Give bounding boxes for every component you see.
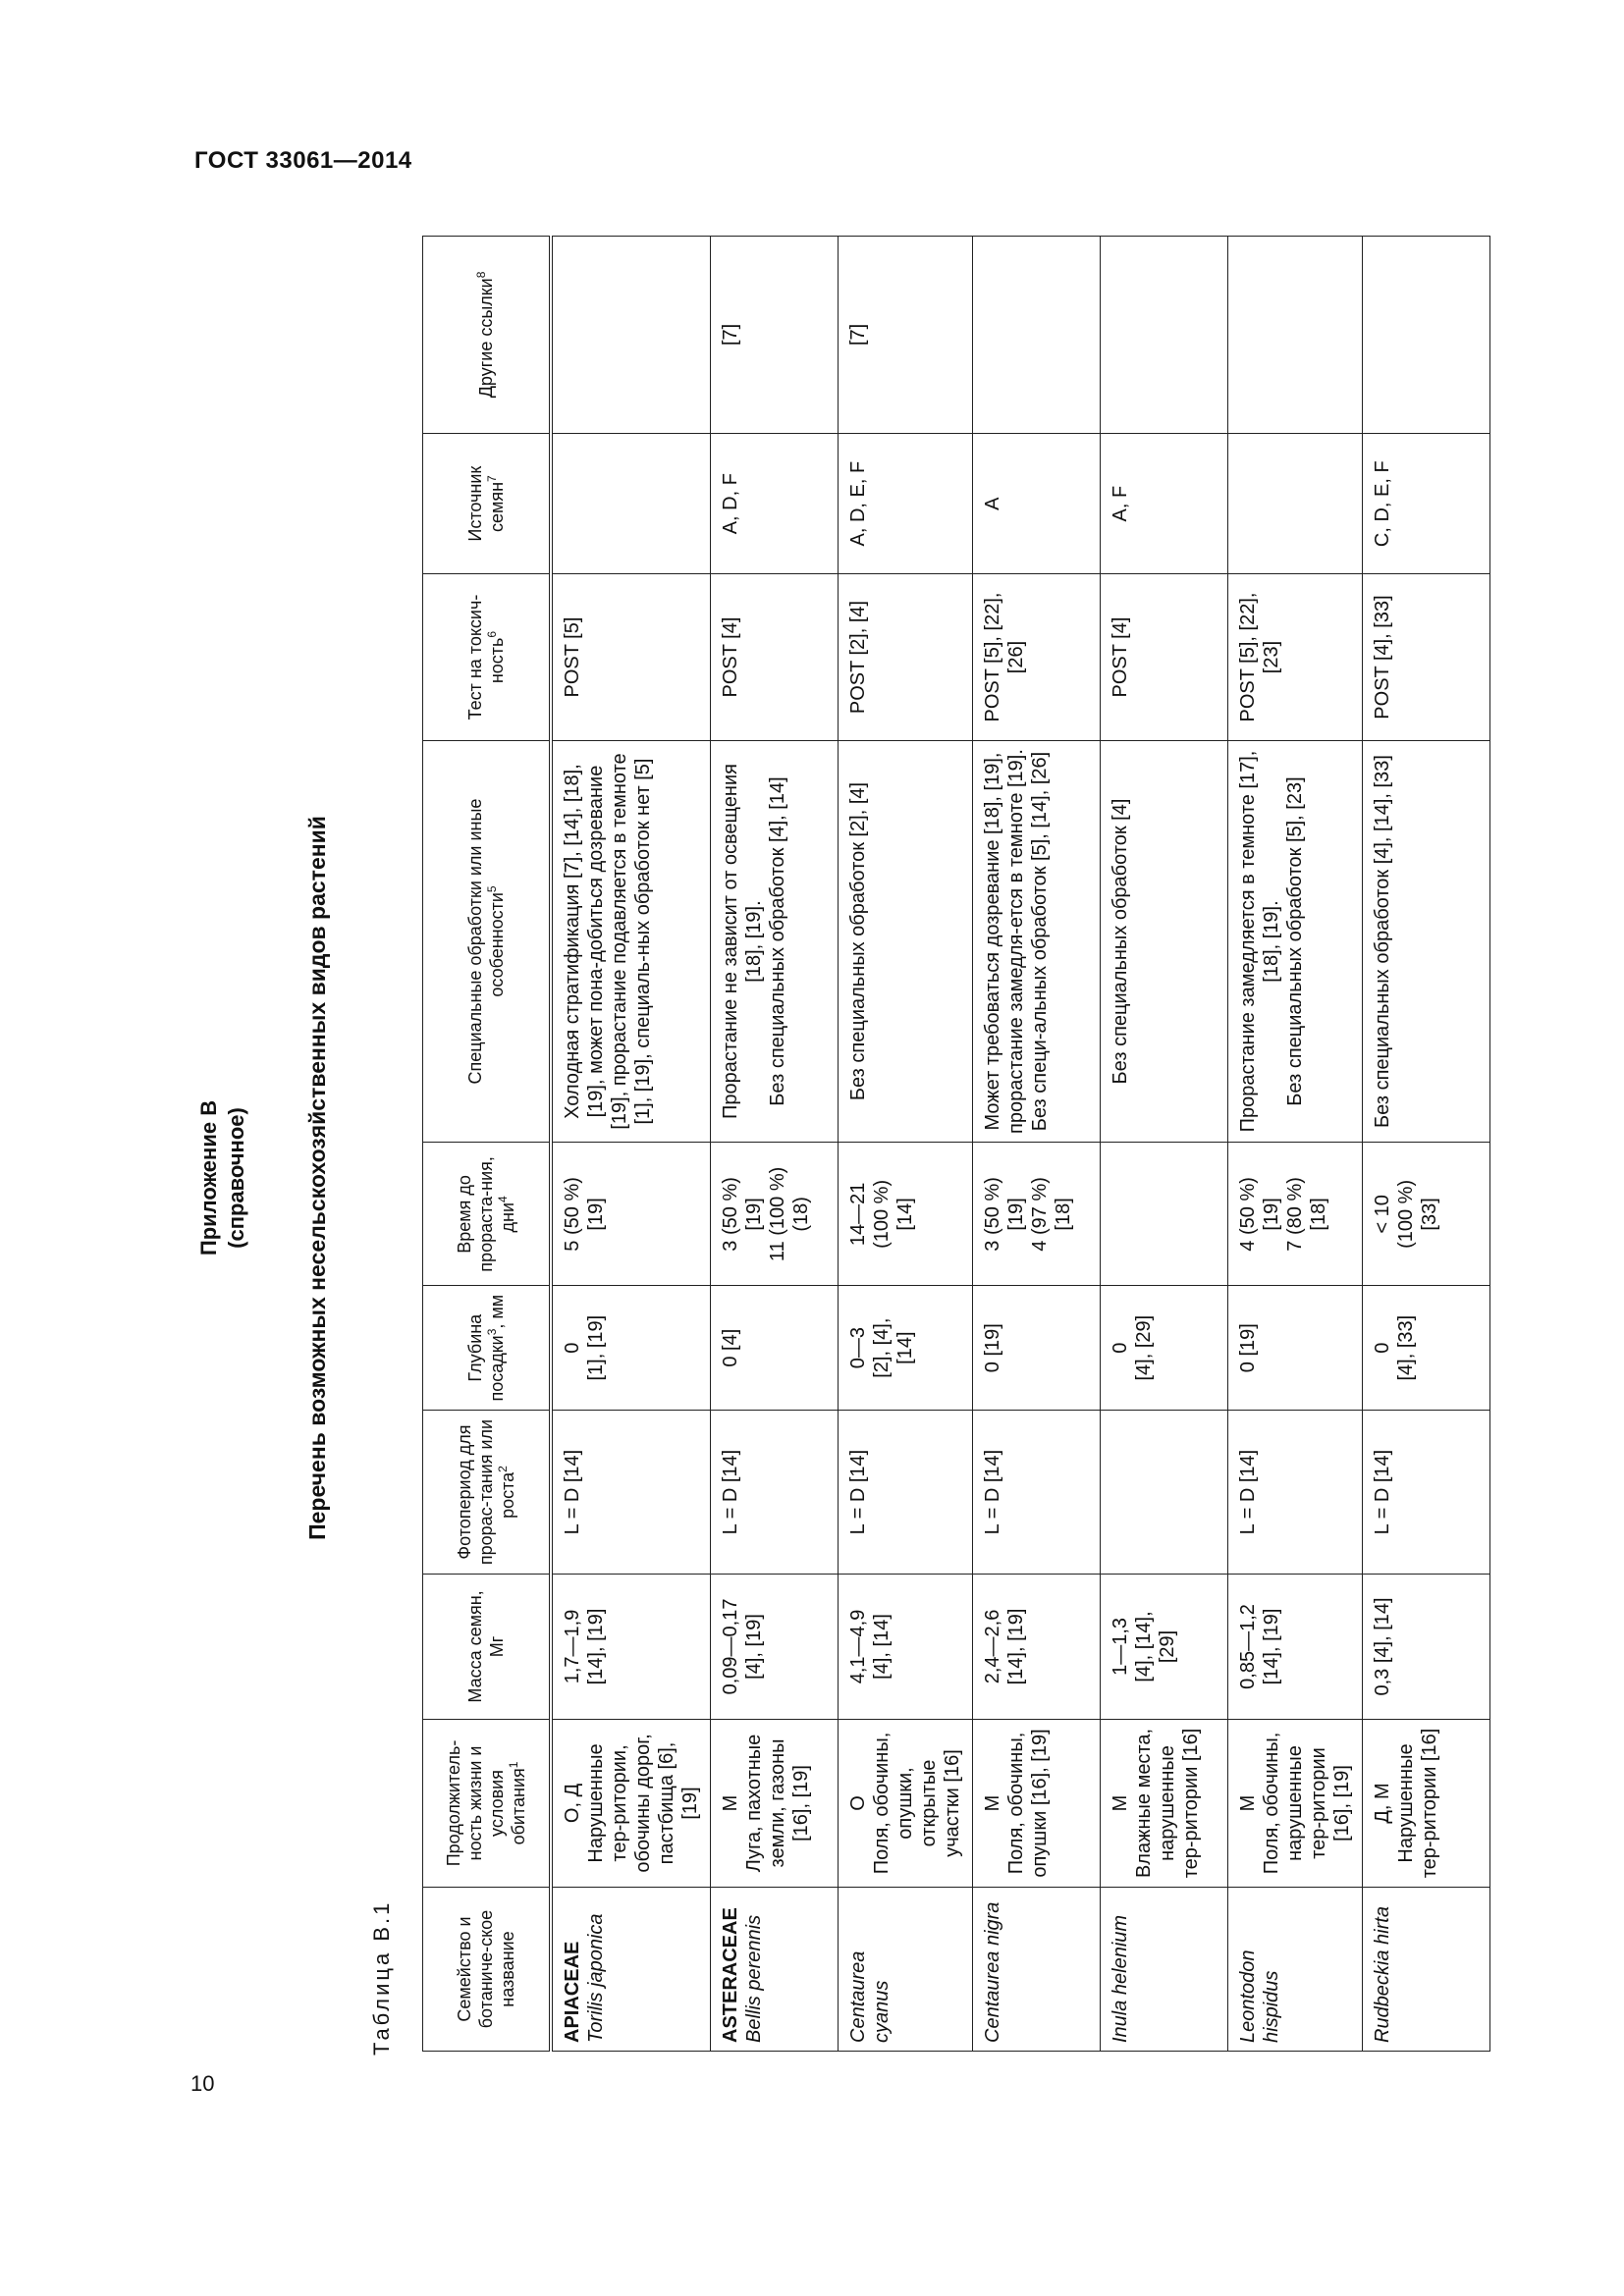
seed-source-cell: A, D, F (711, 433, 839, 574)
special-treatment-cell: Прорастание не зависит от освещения [18], [19]. Без специальных обработок [4], [14] (711, 740, 839, 1143)
species-name-cell: ASTERACEAE Bellis perennis (711, 1888, 839, 2052)
photoperiod-cell: L = D [14] (839, 1411, 973, 1575)
special-treatment-cell: Холодная стратификация [7], [14], [18], [19], может пона-добиться дозревание [19], прорастание подавляется в темноте [1], [19], специаль-ных обработок нет [5] (551, 740, 711, 1143)
table-row (1228, 237, 1363, 2052)
other-refs-cell (1228, 237, 1363, 434)
table-header-row (423, 237, 552, 2052)
column-header: Масса семян, Мг (423, 1575, 552, 1720)
habitat-cell: Д, М Нарушенные тер-ритории [16] (1363, 1719, 1490, 1887)
table-caption: Таблица В.1 (369, 1899, 394, 2056)
species-name-cell: Leontodon hispidus (1228, 1888, 1363, 2052)
species-name-cell: Centaurea nigra (973, 1888, 1101, 2052)
appendix-subtitle: (справочное) (224, 1107, 248, 1249)
table-row (1101, 237, 1228, 2052)
other-refs-cell (1363, 237, 1490, 434)
germination-time-cell: 4 (50 %) [19] 7 (80 %) [18] (1228, 1143, 1363, 1286)
species-name-cell: Rudbeckia hirta (1363, 1888, 1490, 2052)
toxicity-test-cell: POST [4] (711, 574, 839, 740)
toxicity-test-cell: POST [5], [22], [26] (973, 574, 1101, 740)
seed-mass-cell: 1—1,3 [4], [14], [29] (1101, 1575, 1228, 1720)
seed-mass-cell: 0,09—0,17 [4], [19] (711, 1575, 839, 1720)
seed-source-cell (551, 433, 711, 574)
page-number: 10 (190, 2071, 215, 2096)
seed-source-cell: C, D, E, F (1363, 433, 1490, 574)
seed-mass-cell: 1,7—1,9 [14], [19] (551, 1575, 711, 1720)
column-header: Тест на токсич-ность$^6$ (423, 574, 552, 740)
column-header: Источник семян$^7$ (423, 433, 552, 574)
special-treatment-cell: Может требоваться дозревание [18], [19], прорастание замедля-ется в темноте [19]. Без специ-альных обработок [5], [14], [26] (973, 740, 1101, 1143)
document-code: ГОСТ 33061—2014 (194, 147, 412, 174)
seed-source-cell: A (973, 433, 1101, 574)
germination-time-cell (1101, 1143, 1228, 1286)
toxicity-test-cell: POST [2], [4] (839, 574, 973, 740)
column-header: Продолжитель-ность жизни и условия обитания$^1$ (423, 1719, 552, 1887)
germination-time-cell: 3 (50 %) [19] 11 (100 %) (18) (711, 1143, 839, 1286)
seed-mass-cell: 0,85—1,2 [14], [19] (1228, 1575, 1363, 1720)
species-table (422, 236, 1490, 2052)
rotated-landscape-block (177, 206, 1532, 2150)
toxicity-test-cell: POST [5] (551, 574, 711, 740)
planting-depth-cell: 0 [4] (711, 1286, 839, 1411)
seed-mass-cell: 0,3 [4], [14] (1363, 1575, 1490, 1720)
table-row (973, 237, 1101, 2052)
column-header: Другие ссылки$^8$ (423, 237, 552, 434)
column-header: Фотопериод для прорас-тания или роста$^2$ (423, 1411, 552, 1575)
species-name-cell: Inula helenium (1101, 1888, 1228, 2052)
seed-source-cell (1228, 433, 1363, 574)
habitat-cell: М Влажные места, нарушенные тер-ритории [16] (1101, 1719, 1228, 1887)
photoperiod-cell: L = D [14] (551, 1411, 711, 1575)
habitat-cell: М Поля, обочины, нарушенные тер-ритории [16], [19] (1228, 1719, 1363, 1887)
toxicity-test-cell: POST [4], [33] (1363, 574, 1490, 740)
germination-time-cell: 14—21 (100 %) [14] (839, 1143, 973, 1286)
seed-mass-cell: 2,4—2,6 [14], [19] (973, 1575, 1101, 1720)
other-refs-cell (1101, 237, 1228, 434)
germination-time-cell: < 10 (100 %) [33] (1363, 1143, 1490, 1286)
column-header: Время до прораста-ния, дни$^4$ (423, 1143, 552, 1286)
column-header: Семейство и ботаниче-ское название (423, 1888, 552, 2052)
habitat-cell: М Поля, обочины, опушки [16], [19] (973, 1719, 1101, 1887)
special-treatment-cell: Без специальных обработок [4], [14], [33] (1363, 740, 1490, 1143)
planting-depth-cell: 0 [19] (1228, 1286, 1363, 1411)
planting-depth-cell: 0 [4], [33] (1363, 1286, 1490, 1411)
toxicity-test-cell: POST [4] (1101, 574, 1228, 740)
habitat-cell: М Луга, пахотные земли, газоны [16], [19] (711, 1719, 839, 1887)
other-refs-cell (973, 237, 1101, 434)
other-refs-cell (551, 237, 711, 434)
seed-mass-cell: 4,1—4,9 [4], [14] (839, 1575, 973, 1720)
table-body (551, 237, 1490, 2052)
germination-time-cell: 5 (50 %) [19] (551, 1143, 711, 1286)
appendix-title: Приложение В (196, 1099, 221, 1256)
planting-depth-cell: 0—3 [2], [4], [14] (839, 1286, 973, 1411)
photoperiod-cell: L = D [14] (1228, 1411, 1363, 1575)
germination-time-cell: 3 (50 %) [19] 4 (97 %) [18] (973, 1143, 1101, 1286)
special-treatment-cell: Без специальных обработок [2], [4] (839, 740, 973, 1143)
species-name-cell: Centaurea cyanus (839, 1888, 973, 2052)
table-row (839, 237, 973, 2052)
planting-depth-cell: 0 [4], [29] (1101, 1286, 1228, 1411)
column-header: Глубина посадки$^3$, мм (423, 1286, 552, 1411)
planting-depth-cell: 0 [1], [19] (551, 1286, 711, 1411)
other-refs-cell: [7] (711, 237, 839, 434)
habitat-cell: О Поля, обочины, опушки, открытые участки [16] (839, 1719, 973, 1887)
table-row (1363, 237, 1490, 2052)
special-treatment-cell: Прорастание замедляется в темноте [17], [18], [19]. Без специальных обработок [5], [23] (1228, 740, 1363, 1143)
photoperiod-cell: L = D [14] (1363, 1411, 1490, 1575)
photoperiod-cell: L = D [14] (711, 1411, 839, 1575)
toxicity-test-cell: POST [5], [22], [23] (1228, 574, 1363, 740)
habitat-cell: О, Д Нарушенные тер-ритории, обочины дорог, пастбища [6], [19] (551, 1719, 711, 1887)
seed-source-cell: A, F (1101, 433, 1228, 574)
photoperiod-cell (1101, 1411, 1228, 1575)
other-refs-cell: [7] (839, 237, 973, 434)
table-title: Перечень возможных несельскохозяйственных видов растений (304, 816, 330, 1540)
table-row (711, 237, 839, 2052)
planting-depth-cell: 0 [19] (973, 1286, 1101, 1411)
special-treatment-cell: Без специальных обработок [4] (1101, 740, 1228, 1143)
photoperiod-cell: L = D [14] (973, 1411, 1101, 1575)
seed-source-cell: A, D, E, F (839, 433, 973, 574)
species-name-cell: APIACEAE Torilis japonica (551, 1888, 711, 2052)
column-header: Специальные обработки или иные особенности$^5$ (423, 740, 552, 1143)
table-row (551, 237, 711, 2052)
